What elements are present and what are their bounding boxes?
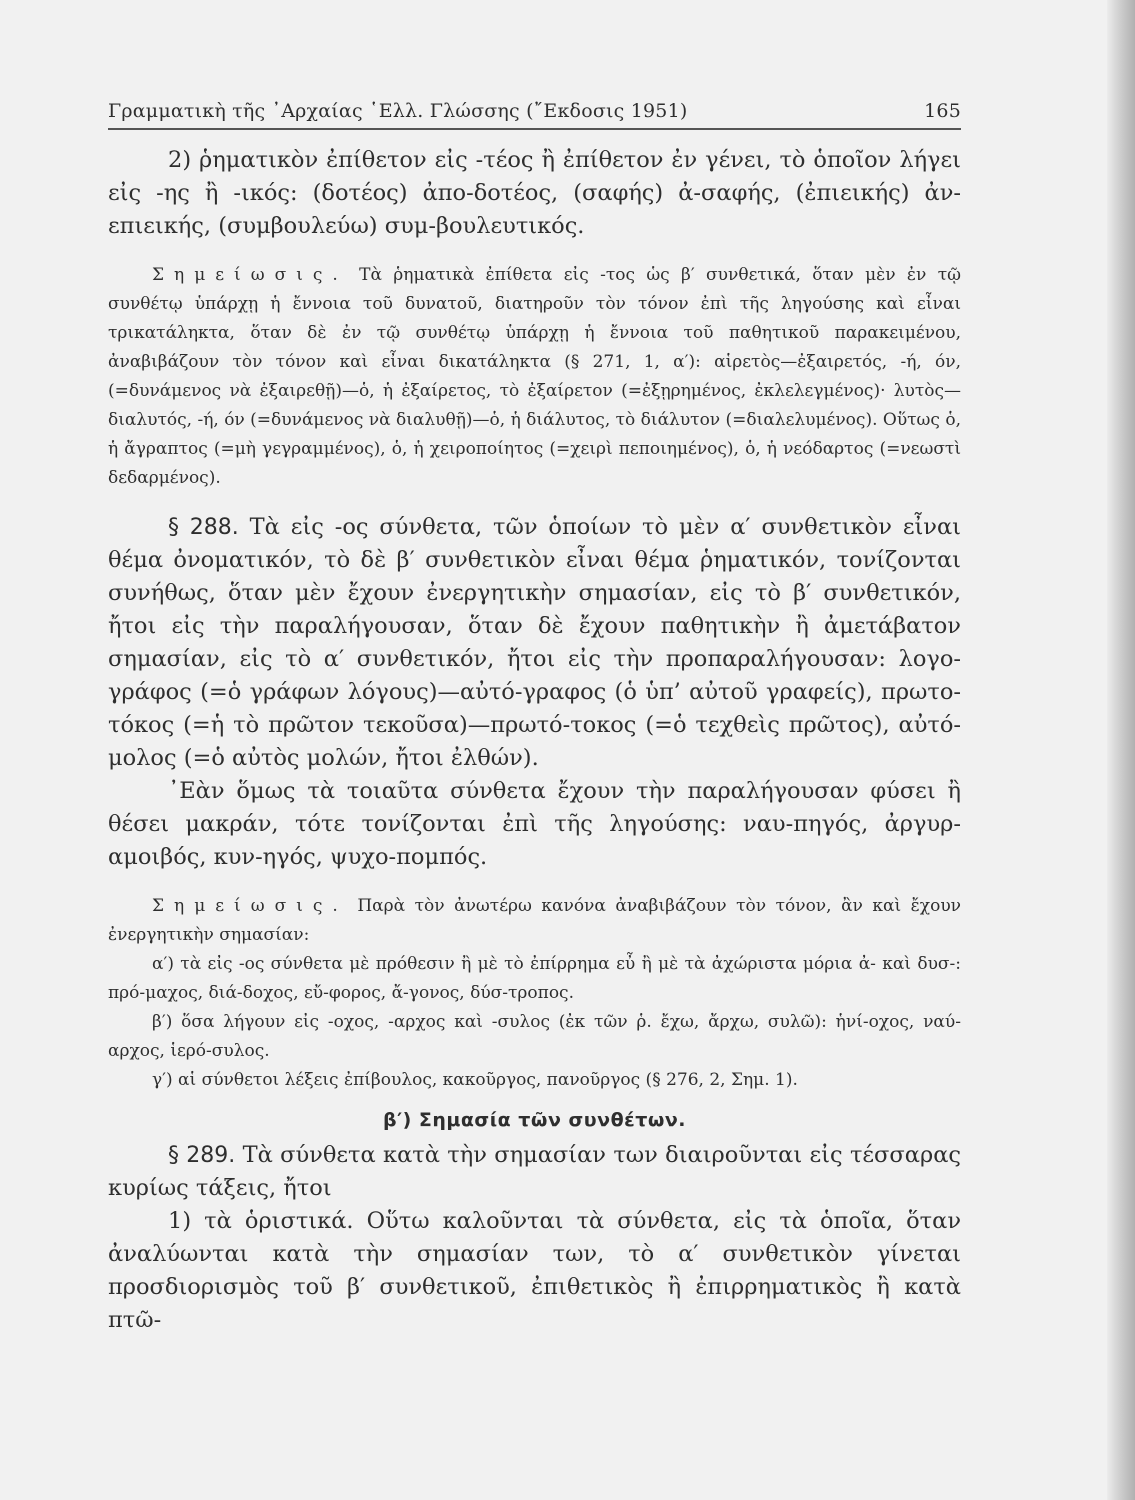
rule-2-paragraph: 2) ῥηματικὸν ἐπίθετον εἰς -τέος ἢ ἐπίθετον ἐν γένει, τὸ ὁποῖον λήγει εἰς -ης ἢ -ικός: (δοτέος) ἀπο-δοτέος, (σαφής) ἀ-σαφής, (ἐπιεικής) ἀν-επιεικής, (συμβουλεύω) συμ-βουλευτικός. bbox=[108, 147, 961, 239]
running-head-title: Γραμματικὴ τῆς ᾿Αρχαίας ῾Ελλ. Γλώσσης (῎Εκδοσις 1951) bbox=[108, 100, 688, 122]
page-number: 165 bbox=[924, 100, 961, 122]
note-item-b: β′) ὅσα λήγουν εἰς -οχος, -αρχος καὶ -συλος (ἐκ τῶν ῥ. ἔχω, ἄρχω, συλῶ): ἡνί-οχος, ναύ-αρχος, ἱερό-συλος. bbox=[108, 1012, 961, 1061]
note-label: Σημείωσις. bbox=[152, 265, 348, 285]
section-288-text: Τὰ εἰς -ος σύνθετα, τῶν ὁποίων τὸ μὲν α′ συνθετικὸν εἶναι θέμα ὀνοματικόν, τὸ δὲ β′ συνθετικὸν εἶναι θέμα ῥηματικόν, τονίζονται συνήθως, ὅταν μὲν ἔχουν ἐνεργητικὴν σημασίαν, εἰς τὸ β′ συνθετικόν, ἤτοι εἰς τὴν παραλήγουσαν, ὅταν δὲ ἔχουν παθητικὴν ἢ ἀμετάβατον σημασίαν, εἰς τὸ α′ συνθετικόν, ἤτοι εἰς τὴν προπαραλήγουσαν: λογο-γράφος (=ὁ γράφων λόγους)—αὐτό-γραφος (ὁ ὑπ’ αὐτοῦ γραφείς), πρωτο-τόκος (=ἡ τὸ πρῶτον τεκοῦσα)—πρωτό-τοκος (=ὁ τεχθεὶς πρῶτος), αὐτό-μολος (=ὁ αὐτὸς μολών, ἤτοι ἐλθών). bbox=[108, 514, 962, 771]
note-item-a: α′) τὰ εἰς -ος σύνθετα μὲ πρόθεσιν ἢ μὲ τὸ ἐπίρρημα εὖ ἢ μὲ τὰ ἀχώριστα μόρια ἀ- καὶ δυσ-: πρό-μαχος, διά-δοχος, εὔ-φορος, ἄ-γονος, δύσ-τροπος. bbox=[108, 954, 961, 1003]
note-paragraph-1 bbox=[108, 261, 961, 493]
section-289-paragraph bbox=[108, 1139, 961, 1205]
section-288-number: § 288. bbox=[168, 515, 239, 540]
definitive-compounds-paragraph: 1) τὰ ὁριστικά. Οὕτω καλοῦνται τὰ σύνθετα, εἰς τὰ ὁποῖα, ὅταν ἀναλύωνται κατὰ τὴν σημασίαν των, τὸ α′ συνθετικὸν γίνεται προσδιορισμὸς τοῦ β′ συνθετικοῦ, ἐπιθετικὸς ἢ ἐπιρρηματικὸς ἢ κατὰ πτῶ- bbox=[108, 1208, 961, 1333]
running-head bbox=[108, 100, 961, 130]
page-edge-shadow bbox=[1107, 0, 1135, 1500]
section-289-text: Τὰ σύνθετα κατὰ τὴν σημασίαν των διαιροῦνται εἰς τέσσαρας κυρίως τάξεις, ἤτοι bbox=[108, 1142, 961, 1201]
section-288-paragraph bbox=[108, 511, 961, 775]
section-288-continuation: ᾿Εὰν ὅμως τὰ τοιαῦτα σύνθετα ἔχουν τὴν παραλήγουσαν φύσει ἢ θέσει μακράν, τότε τονίζονται ἐπὶ τῆς ληγούσης: ναυ-πηγός, ἀργυρ-αμοιβός, κυν-ηγός, ψυχο-πομπός. bbox=[108, 778, 961, 870]
note-text-2: Παρὰ τὸν ἀνωτέρω κανόνα ἀναβιβάζουν τὸν τόνον, ἂν καὶ ἔχουν ἐνεργητικὴν σημασίαν: bbox=[108, 896, 962, 945]
note-label-2: Σημείωσις. bbox=[152, 896, 348, 916]
section-heading-meaning: β′) Σημασία τῶν συνθέτων. bbox=[382, 1109, 686, 1131]
book-page bbox=[108, 100, 961, 1337]
section-289-number: § 289. bbox=[168, 1143, 236, 1168]
note-item-c: γ′) αἱ σύνθετοι λέξεις ἐπίβουλος, κακοῦργος, πανοῦργος (§ 276, 2, Σημ. 1). bbox=[152, 1070, 798, 1090]
note-text-1: Τὰ ῥηματικὰ ἐπίθετα εἰς -τος ὡς β′ συνθετικά, ὅταν μὲν ἐν τῷ συνθέτῳ ὑπάρχῃ ἡ ἔννοια τοῦ δυνατοῦ, διατηροῦν τὸν τόνον ἐπὶ τῆς ληγούσης καὶ εἶναι τρικατάληκτα, ὅταν δὲ ἐν τῷ συνθέτῳ ὑπάρχῃ ἡ ἔννοια τοῦ παθητικοῦ παρακειμένου, ἀναβιβάζουν τὸν τόνον καὶ εἶναι δικατάληκτα (§ 271, 1, α′): αἱρετὸς—ἐξαιρετός, -ή, όν, (=δυνάμενος νὰ ἐξαιρεθῇ)—ὁ, ἡ ἐξαίρετος, τὸ ἐξαίρετον (=ἐξῃρημένος, ἐκλελεγμένος)· λυτὸς—διαλυτός, -ή, όν (=δυνάμενος νὰ διαλυθῇ)—ὁ, ἡ διάλυτος, τὸ διάλυτον (=διαλελυμένος). Οὕτως ὁ, ἡ ἄγραπτος (=μὴ γεγραμμένος), ὁ, ἡ χειροποίητος (=χειρὶ πεποιημένος), ὁ, ἡ νεόδαρτος (=νεωστὶ δεδαρμένος). bbox=[108, 265, 961, 488]
note-paragraph-2 bbox=[108, 892, 961, 950]
